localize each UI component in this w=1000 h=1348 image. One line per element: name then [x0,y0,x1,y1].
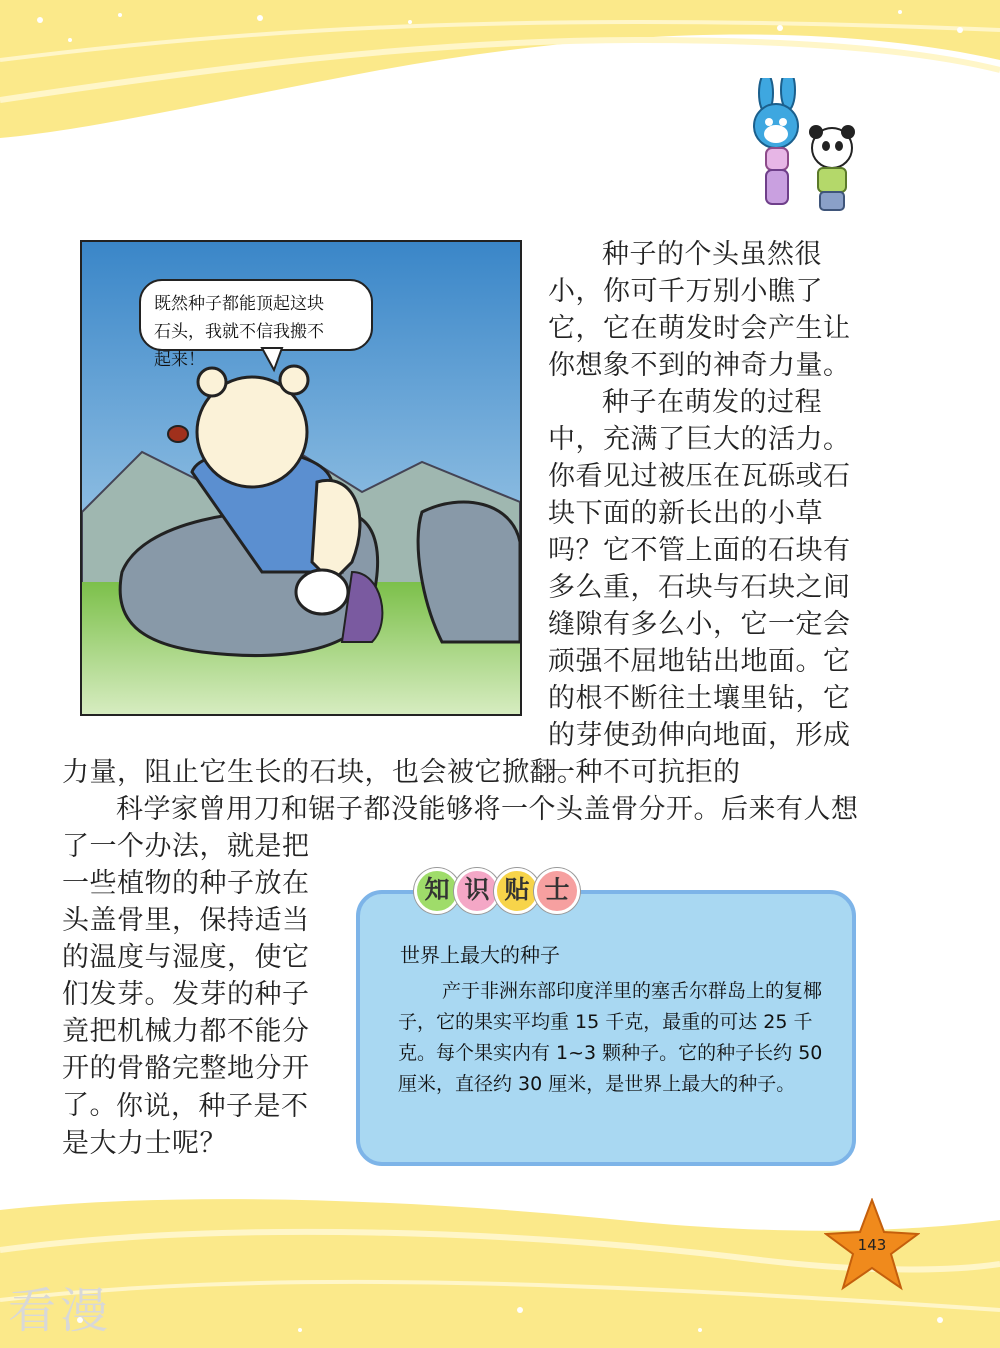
paragraph-2-continued: 力量，阻止它生长的石块，也会被它掀翻。 [62,757,585,788]
tip-badge-4: 士 [534,868,580,914]
page-number: 143 [857,1236,887,1254]
mascot-illustration [736,78,866,218]
paragraph-3-continued: 了一个办法，就是把一些植物的种子放在头盖骨里，保持适当的温度与湿度，使它们发芽。发芽的种子竟把机械力都不能分开的骨骼完整地分开了。 [62,831,310,1121]
tip-body: 产于非洲东部印度洋里的塞舌尔群岛上的复椰子，它的果实平均重 15 千克，最重的可达 25 千克。每个果实内有 1~3 颗种子。它的种子长约 50 厘米，直径约 30 厘米，是世界上最大的种子。 [398,980,823,1095]
comic-panel [80,240,522,716]
speech-bubble-text: 既然种子都能顶起这块石头，我就不信我搬不起来！ [154,294,324,370]
tip-badge-2: 识 [454,868,500,914]
paragraph-2: 种子在萌发的过程中，充满了巨大的活力。你看见过被压在瓦砾或石块下面的新长出的小草吗？它不管上面的石块有多么重，石块与石块之间缝隙有多么小，它一定会顽强不屈地钻出地面。它的根不断往土壤里钻，它的芽使劲伸向地面，形成一种不可抗拒的 [548,387,851,788]
page-number-star [824,1198,920,1294]
knowledge-tip-box [356,890,856,1166]
tip-badge-1: 知 [414,868,460,914]
tip-title: 世界上最大的种子 [400,943,560,967]
watermark: 看漫 [8,1283,113,1339]
paragraph-3-first-line: 科学家曾用刀和锯子都没能够将一个头盖骨分开。后来有人想 [116,794,859,825]
tip-badge-3: 贴 [494,868,540,914]
paragraph-1: 种子的个头虽然很小，你可千万别小瞧了它，它在萌发时会产生让你想象不到的神奇力量。 [548,239,851,381]
paragraph-4: 你说，种子是不是大力士呢？ [62,1091,309,1159]
